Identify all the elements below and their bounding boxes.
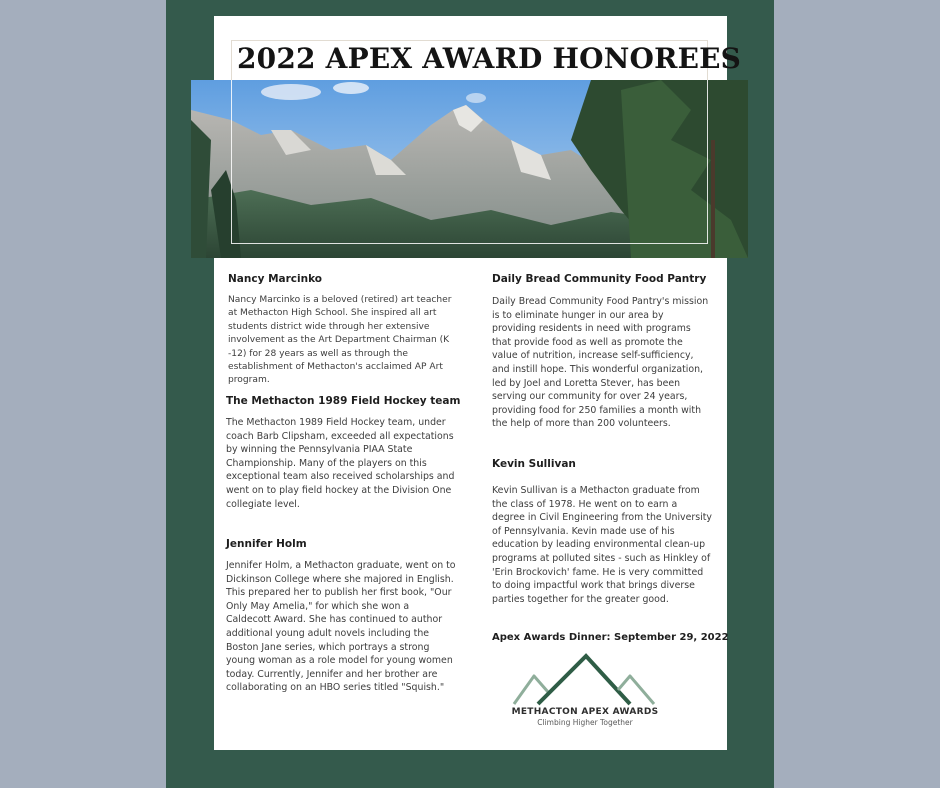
pantry-heading: Daily Bread Community Food Pantry (492, 273, 707, 285)
pantry-bio: Daily Bread Community Food Pantry's mission is to eliminate hunger in our area by providing residents in need with programs that provide food as well as promote the value of nutrition, increase self-sufficiency, and instill hope. This wonderful organization, led by Joel and Loretta Stever, has been serving our community for over 24 years, providing food for 250 families a month with the help of more than 200 volunteers. (492, 296, 709, 430)
hockey-bio: The Methacton 1989 Field Hockey team, under coach Barb Clipsham, exceeded all expectations by winning the Pennsylvania PIAA State Championship. Many of the players on this exceptional team also received scholarships and went on to play field hockey at the Division One collegiate level. (226, 417, 455, 510)
kevin-bio: Kevin Sullivan is a Methacton graduate from the class of 1978. He went on to earn a degree in Civil Engineering from the University of Pennsylvania. Kevin made use of his education by leading environmental clean-up programs at polluted sites - such as Hinkley of 'Erin Brockovich' fame. He is very committed to doing impactful work that brings diverse parties together for the greater good. (492, 485, 712, 605)
mountain-landscape-photo (191, 80, 748, 258)
logo-name: METHACTON APEX AWARDS (511, 707, 659, 717)
dinner-date: Apex Awards Dinner: September 29, 2022 (492, 632, 729, 643)
mountain-banner (191, 80, 748, 258)
logo-tagline: Climbing Higher Together (537, 718, 633, 727)
jennifer-heading: Jennifer Holm (226, 538, 307, 550)
kevin-heading: Kevin Sullivan (492, 458, 576, 470)
page-title: 2022 APEX AWARD HONOREES (237, 42, 742, 75)
hockey-heading: The Methacton 1989 Field Hockey team (226, 395, 461, 407)
nancy-heading: Nancy Marcinko (228, 273, 322, 285)
jennifer-bio: Jennifer Holm, a Methacton graduate, went on to Dickinson College where she majored in English. This prepared her to publish her first book, "Our Only May Amelia," for which she won a Caldecott Award. She has continued to author additional young adult novels including the Boston Jane series, which portrays a strong young woman as a role model for young women today. Currently, Jennifer and her brother are collaborating on an HBO series titled "Squish." (226, 560, 456, 694)
nancy-bio: Nancy Marcinko is a beloved (retired) art teacher at Methacton High School. She inspired all art students district wide through her extensive involvement as the Art Department Chairman (K -12) for 28 years as well as through the establishment of Methacton's acclaimed AP Art program. (228, 295, 452, 386)
